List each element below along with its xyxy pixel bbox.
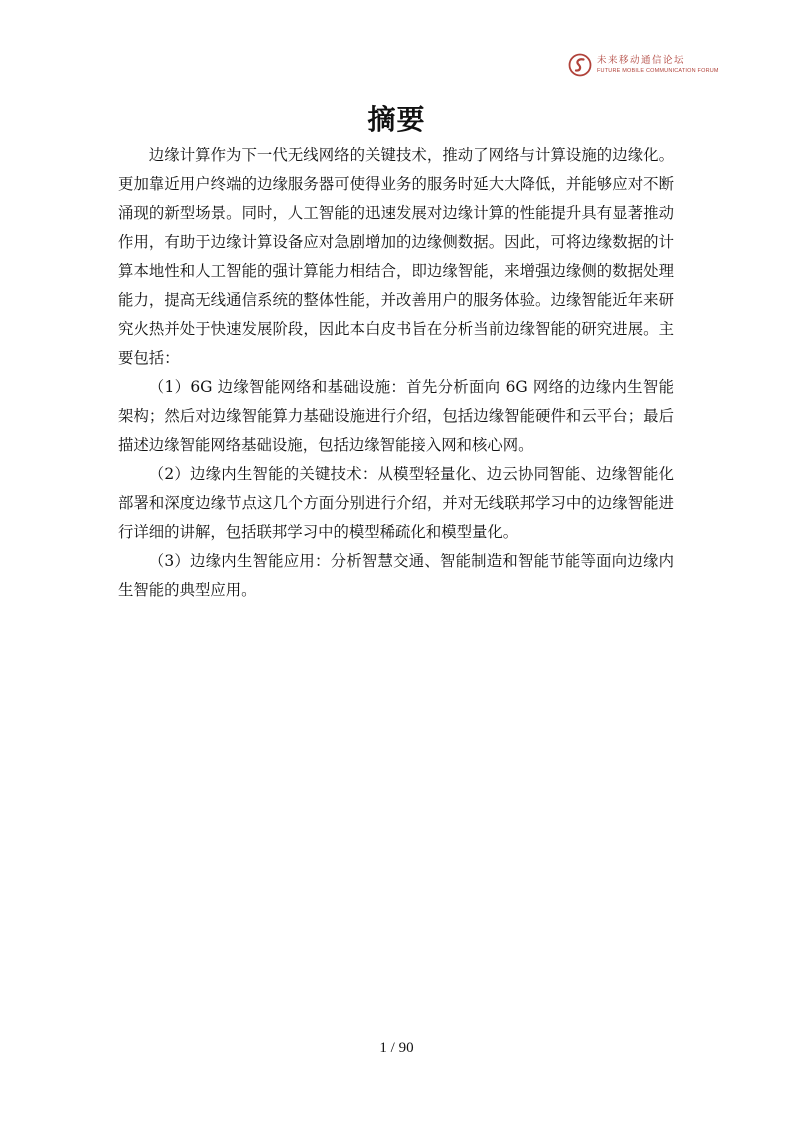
abstract-paragraph-item-3: （3）边缘内生智能应用：分析智慧交通、智能制造和智能节能等面向边缘内生智能的典型应用。 [118, 552, 674, 599]
logo-english-text: FUTURE MOBILE COMMUNICATION FORUM [597, 67, 719, 74]
forum-logo-icon [568, 53, 592, 77]
abstract-body [118, 141, 674, 605]
page-number: 1 / 90 [379, 1040, 414, 1056]
abstract-paragraph-item-2: （2）边缘内生智能的关键技术：从模型轻量化、边云协同智能、边缘智能化部署和深度边缘节点这几个方面分别进行介绍，并对无线联邦学习中的边缘智能进行详细的讲解，包括联邦学习中的模型稀疏化和模型量化。 [118, 465, 674, 541]
abstract-paragraph-item-1: （1）6G 边缘智能网络和基础设施：首先分析面向 6G 网络的边缘内生智能架构；然后对边缘智能算力基础设施进行介绍，包括边缘智能硬件和云平台；最后描述边缘智能网络基础设施，包括边缘智能接入网和核心网。 [118, 378, 674, 454]
logo-chinese-text: 未来移动通信论坛 [597, 55, 686, 66]
abstract-paragraph-intro: 边缘计算作为下一代无线网络的关键技术，推动了网络与计算设施的边缘化。更加靠近用户终端的边缘服务器可使得业务的服务时延大大降低，并能够应对不断涌现的新型场景。同时，人工智能的迅速发展对边缘计算的性能提升具有显著推动作用，有助于边缘计算设备应对急剧增加的边缘侧数据。因此，可将边缘数据的计算本地性和人工智能的强计算能力相结合，即边缘智能，来增强边缘侧的数据处理能力，提高无线通信系统的整体性能，并改善用户的服务体验。边缘智能近年来研究火热并处于快速发展阶段，因此本白皮书旨在分析当前边缘智能的研究进展。主要包括： [118, 146, 674, 367]
forum-logo [568, 53, 719, 77]
page-title: 摘要 [367, 103, 426, 136]
